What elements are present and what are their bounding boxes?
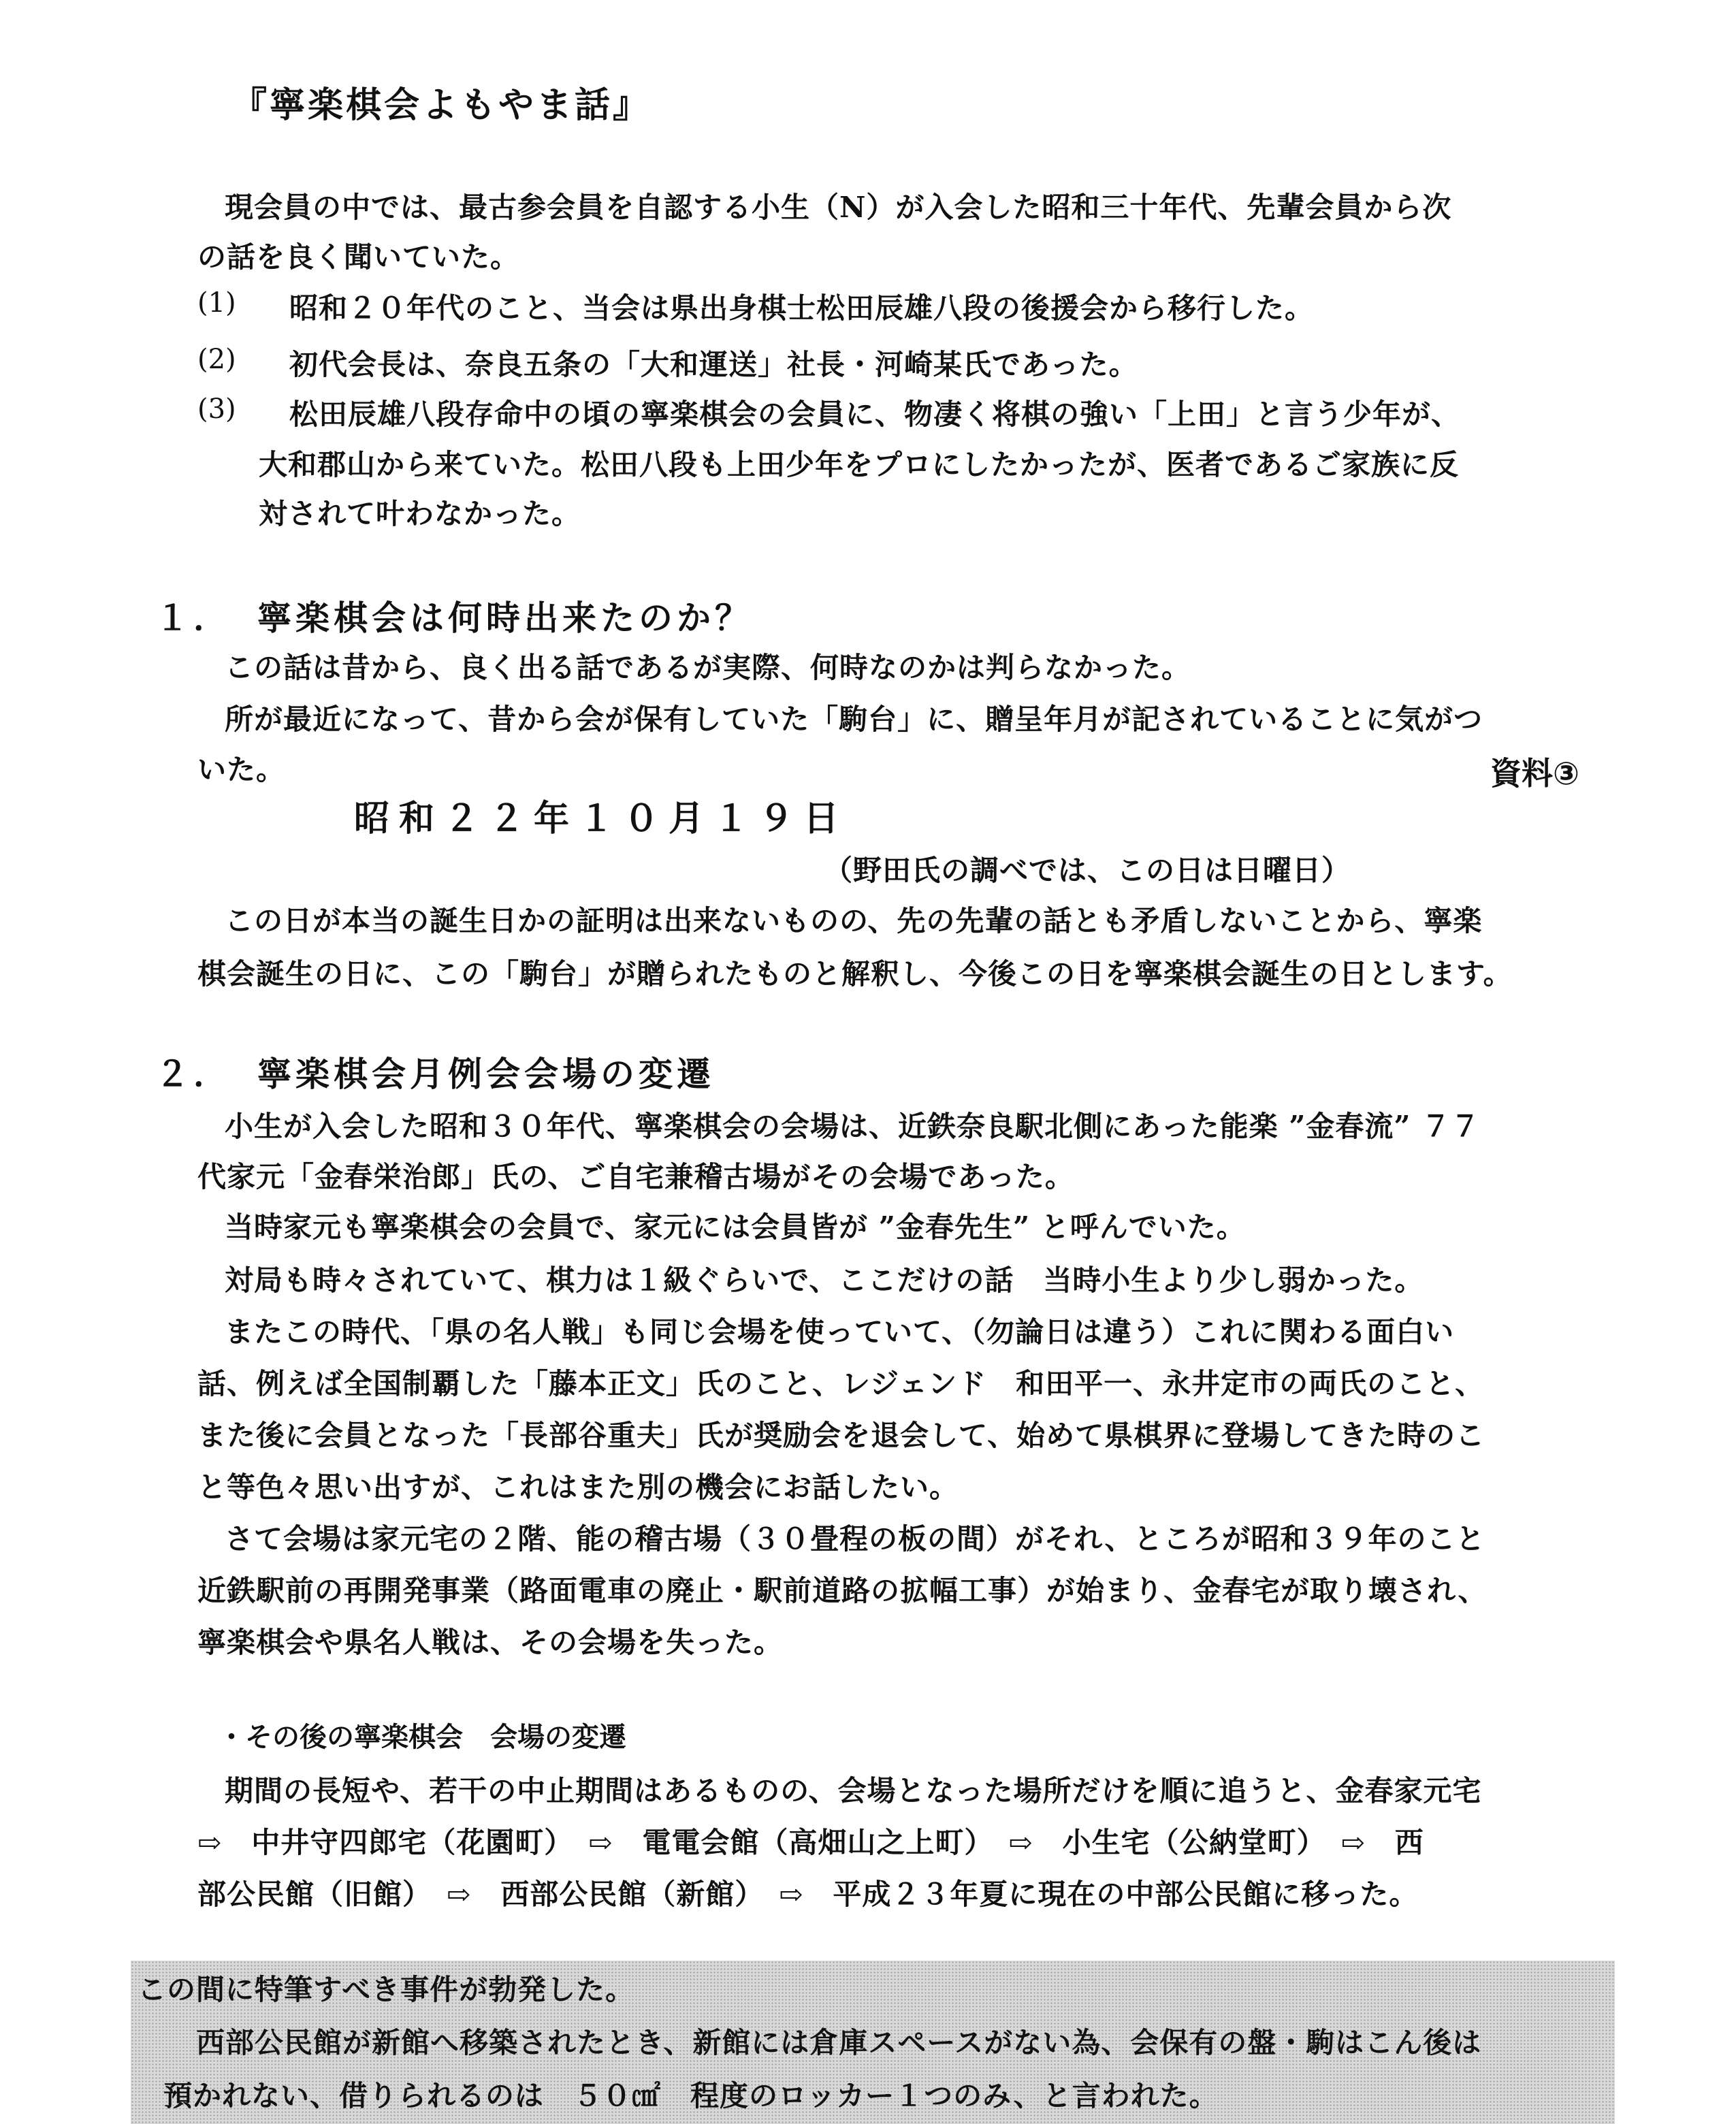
item-number-3: (3) (197, 393, 236, 425)
item-3-line-3: 対されて叶わなかった。 (259, 497, 581, 530)
section-1-paragraph-3-line-2: 棋会誕生の日に、この「駒台」が贈られたものと解釈し、今後この日を寧楽棋会誕生の日とします。 (197, 957, 1513, 991)
subsection-line-1: 期間の長短や、若干の中止期間はあるものの、会場となった場所だけを順に追うと、金春家元宅 (225, 1774, 1482, 1807)
section-2-number: ２． (155, 1054, 231, 1094)
section-2-line-7: また後に会員となった「長部谷重夫」氏が奨励会を退会して、始めて県棋界に登場してきた時のこ (197, 1419, 1485, 1452)
item-number-2: (2) (197, 344, 236, 375)
section-2-title: 寧楽棋会月例会会場の変遷 (257, 1054, 715, 1094)
section-1-title: 寧楽棋会は何時出来たのか？ (257, 598, 753, 638)
item-2-text: 初代会長は、奈良五条の「大和運送」社長・河崎某氏であった。 (289, 348, 1138, 381)
section-2-line-8: と等色々思い出すが、これはまた別の機会にお話したい。 (197, 1470, 959, 1504)
subsection-line-3: 部公民館（旧館） ⇨ 西部公民館（新館） ⇨ 平成２３年夏に現在の中部公民館に移った。 (197, 1878, 1419, 1911)
shaded-line-1: この間に特筆すべき事件が勃発した。 (138, 1973, 635, 2006)
section-1-paragraph-1: この話は昔から、良く出る話であるが実際、何時なのかは判らなかった。 (225, 651, 1191, 684)
item-1-text: 昭和２０年代のこと、当会は県出身棋士松田辰雄八段の後援会から移行した。 (289, 291, 1315, 325)
section-2-line-11: 寧楽棋会や県名人戦は、その会場を失った。 (197, 1626, 784, 1659)
section-2-line-2: 代家元「金春栄治郎」氏の、ご自宅兼稽古場がその会場であった。 (197, 1160, 1074, 1193)
section-1-paragraph-3-line-1: この日が本当の誕生日かの証明は出来ないものの、先の先輩の話とも矛盾しないことから、寧楽 (225, 904, 1483, 937)
section-1-paragraph-2-line-1: 所が最近になって、昔から会が保有していた「駒台」に、贈呈年月が記されていることに気がつ (225, 703, 1483, 736)
section-2-line-4: 対局も時々されていて、棋力は１級ぐらいで、ここだけの話 当時小生より少し弱かった。 (225, 1264, 1424, 1297)
date-note: （野田氏の調べでは、この日は日曜日） (824, 854, 1351, 887)
section-2-line-9: さて会場は家元宅の２階、能の稽古場（３０畳程の板の間）がそれ、ところが昭和３９年のこと (225, 1522, 1485, 1556)
section-2-line-3: 当時家元も寧楽棋会の会員で、家元には会員皆が ”金春先生” と呼んでいた。 (225, 1210, 1246, 1244)
intro-line-1: 現会員の中では、最古参会員を自認する小生（N）が入会した昭和三十年代、先輩会員から次 (225, 191, 1452, 224)
shaded-note-box (131, 1961, 1615, 2124)
item-3-line-1: 松田辰雄八段存命中の頃の寧楽棋会の会員に、物凄く将棋の強い「上田」と言う少年が、 (289, 398, 1461, 431)
subsection-title: その後の寧楽棋会 会場の変遷 (245, 1721, 626, 1753)
shaded-line-2: 西部公民館が新館へ移築されたとき、新館には倉庫スペースがない為、会保有の盤・駒はこん後は (196, 2026, 1482, 2059)
section-2-heading (155, 1047, 715, 1096)
section-2-line-10: 近鉄駅前の再開発事業（路面電車の廃止・駅前道路の拡幅工事）が始まり、金春宅が取り壊され、 (197, 1574, 1488, 1607)
section-2-line-1: 小生が入会した昭和３０年代、寧楽棋会の会場は、近鉄奈良駅北側にあった能楽 ”金春流” ７７ (225, 1110, 1481, 1143)
item-number-1: (1) (197, 287, 236, 319)
subsection-line-2: ⇨ 中井守四郎宅（花園町） ⇨ 電電会館（高畑山之上町） ⇨ 小生宅（公納堂町） ⇨ 西 (197, 1826, 1424, 1859)
section-1-paragraph-2-line-2: いた。 (197, 753, 286, 786)
item-3-line-2: 大和郡山から来ていた。松田八段も上田少年をプロにしたかったが、医者であるご家族に反 (259, 448, 1460, 481)
section-1-heading (155, 591, 753, 640)
subsection-heading (218, 1716, 626, 1754)
document-title: 『寧楽棋会よもやま話』 (231, 84, 652, 126)
section-2-line-5: またこの時代、「県の名人戦」も同じ会場を使っていて、（勿論日は違う）これに関わる面白い (225, 1315, 1455, 1349)
reference-label: 資料③ (1490, 755, 1579, 792)
founding-date: 昭和２２年１０月１９日 (354, 798, 849, 839)
intro-line-2: の話を良く聞いていた。 (197, 240, 520, 274)
section-2-line-6: 話、例えば全国制覇した「藤本正文」氏のこと、レジェンド 和田平一、永井定市の両氏のこと、 (197, 1367, 1485, 1400)
section-1-number: １． (155, 598, 231, 638)
shaded-line-3: 預かれない、借りられるのは ５０㎠ 程度のロッカー１つのみ、と言われた。 (163, 2079, 1219, 2112)
bullet-icon: ・ (218, 1721, 245, 1753)
